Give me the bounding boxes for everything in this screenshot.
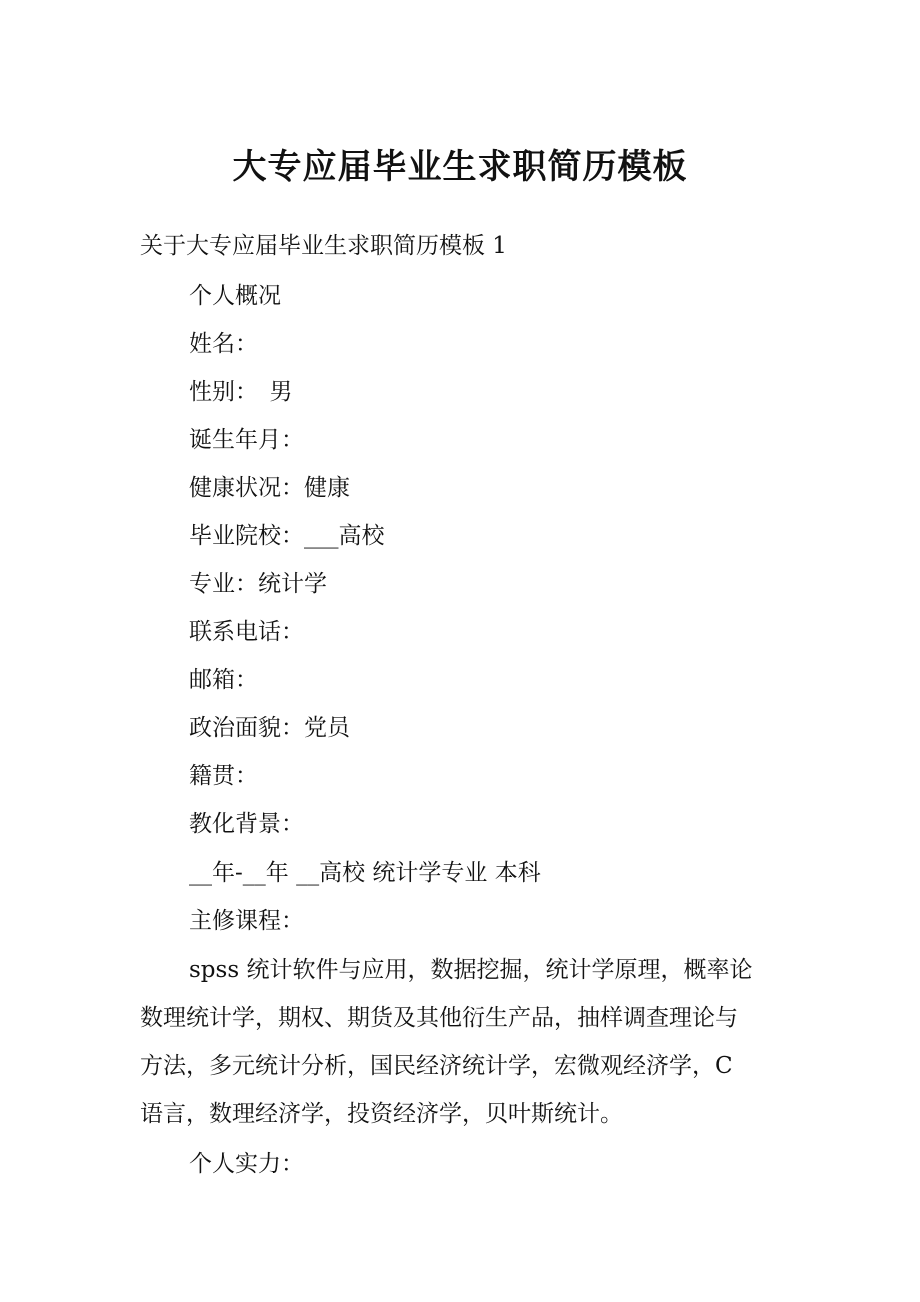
field-gender: 性别： 男 (189, 379, 293, 405)
field-birth-date: 诞生年月： (189, 427, 304, 453)
field-school: 毕业院校：___高校 (189, 523, 385, 549)
field-phone: 联系电话： (189, 619, 304, 645)
document-subtitle: 关于大专应届毕业生求职简历模板 1 (140, 233, 507, 259)
section-heading-ability: 个人实力： (189, 1151, 304, 1177)
field-major: 专业：统计学 (189, 571, 327, 597)
courses-line-3: 方法，多元统计分析，国民经济统计学，宏微观经济学，C (140, 1053, 733, 1079)
courses-line-1: spss 统计软件与应用，数据挖掘，统计学原理，概率论 (189, 957, 753, 983)
field-education-heading: 教化背景： (189, 811, 304, 837)
field-hometown: 籍贯： (189, 763, 258, 789)
field-name: 姓名： (189, 331, 258, 357)
courses-line-4: 语言，数理经济学，投资经济学，贝叶斯统计。 (140, 1101, 623, 1127)
document-title: 大专应届毕业生求职简历模板 (232, 147, 688, 187)
section-heading-overview: 个人概况 (189, 283, 281, 309)
field-courses-heading: 主修课程： (189, 908, 304, 934)
field-email: 邮箱： (189, 667, 258, 693)
field-health: 健康状况：健康 (189, 475, 350, 501)
field-political-status: 政治面貌：党员 (189, 715, 350, 741)
courses-line-2: 数理统计学，期权、期货及其他衍生产品，抽样调查理论与 (140, 1005, 738, 1031)
field-education-entry: __年-__年 __高校 统计学专业 本科 (189, 860, 541, 886)
